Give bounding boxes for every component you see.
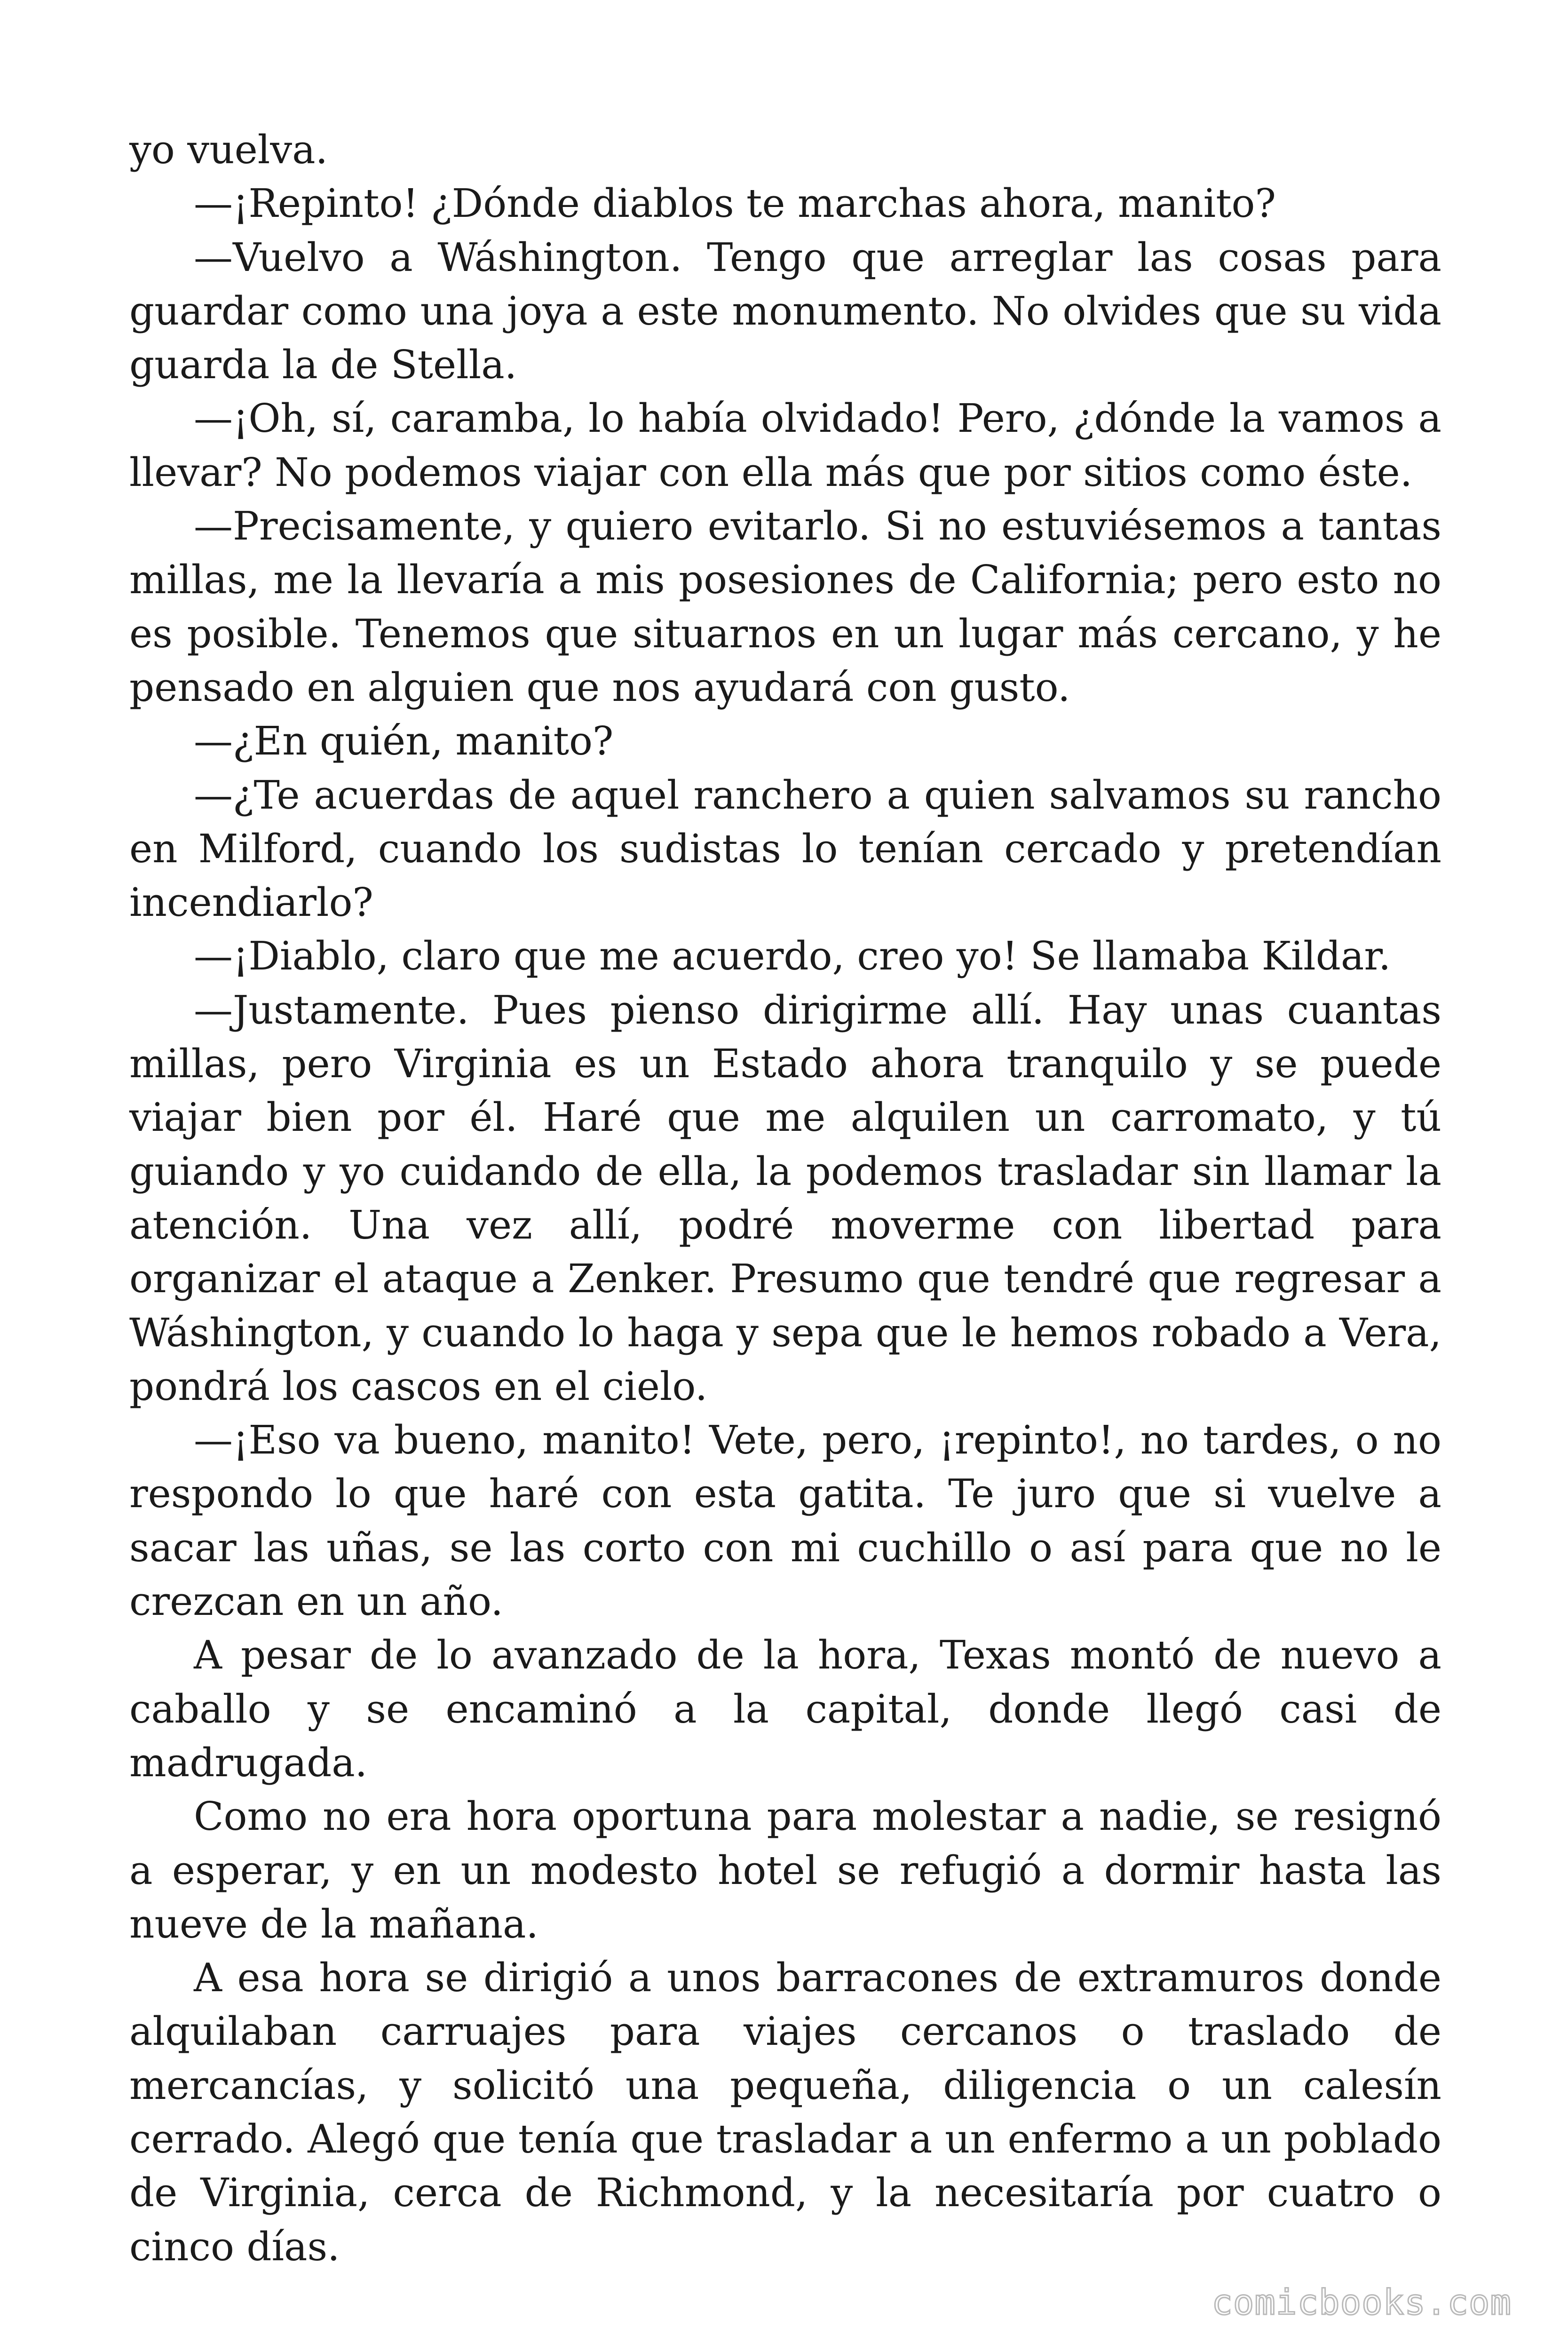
paragraph: —Vuelvo a Wáshington. Tengo que arreglar las cosas para guardar como una joya a este monumento. No olvides que su vida guarda la de Stella.	[129, 234, 1441, 388]
paragraph: —¡Eso va bueno, manito! Vete, pero, ¡repinto!, no tardes, o no respondo lo que haré con esta gatita. Te juro que si vuelve a sacar las uñas, se las corto con mi cuchillo o así para que no le crezcan en un año.	[129, 1417, 1441, 1625]
paragraph: Como no era hora oportuna para molestar a nadie, se resignó a esperar, y en un modesto hotel se refugió a dormir hasta las nueve de la mañana.	[129, 1794, 1441, 1947]
paragraph: —¿Te acuerdas de aquel ranchero a quien salvamos su rancho en Milford, cuando los sudistas lo tenían cercado y pretendían incendiarlo?	[129, 772, 1441, 926]
paragraph: —Justamente. Pues pienso dirigirme allí. Hay unas cuantas millas, pero Virginia es un Estado ahora tranquilo y se puede viajar bien por él. Haré que me alquilen un carromato, y tú guiando y yo cuidando de ella, la podemos trasladar sin llamar la atención. Una vez allí, podré moverme con libertad para organizar el ataque a Zenker. Presumo que tendré que regresar a Wáshington, y cuando lo haga y sepa que le hemos robado a Vera, pondrá los cascos en el cielo.	[129, 987, 1441, 1409]
paragraph: —Precisamente, y quiero evitarlo. Si no estuviésemos a tantas millas, me la llevaría a mis posesiones de California; pero esto no es posible. Tenemos que situarnos en un lugar más cercano, y he pensado en alguien que nos ayudará con gusto.	[129, 503, 1441, 710]
paragraph-continuation: yo vuelva.	[129, 127, 328, 173]
paragraph: —¿En quién, manito?	[194, 718, 614, 764]
paragraph: —¡Diablo, claro que me acuerdo, creo yo! Se llamaba Kildar.	[194, 933, 1391, 979]
page-body	[129, 123, 1441, 2274]
paragraph: —¡Repinto! ¿Dónde diablos te marchas ahora, manito?	[194, 181, 1276, 227]
paragraph: A pesar de lo avanzado de la hora, Texas montó de nuevo a caballo y se encaminó a la capital, donde llegó casi de madrugada.	[129, 1632, 1441, 1786]
paragraph: —¡Oh, sí, caramba, lo había olvidado! Pero, ¿dónde la vamos a llevar? No podemos viajar con ella más que por sitios como éste.	[129, 396, 1441, 495]
watermark: comicbooks.com	[1212, 2282, 1512, 2323]
paragraph: A esa hora se dirigió a unos barracones de extramuros donde alquilaban carruajes para viajes cercanos o traslado de mercancías, y solicitó una pequeña, diligencia o un calesín cerrado. Alegó que tenía que trasladar a un enfermo a un poblado de Virginia, cerca de Richmond, y la necesitaría por cuatro o cinco días.	[129, 1955, 1441, 2270]
